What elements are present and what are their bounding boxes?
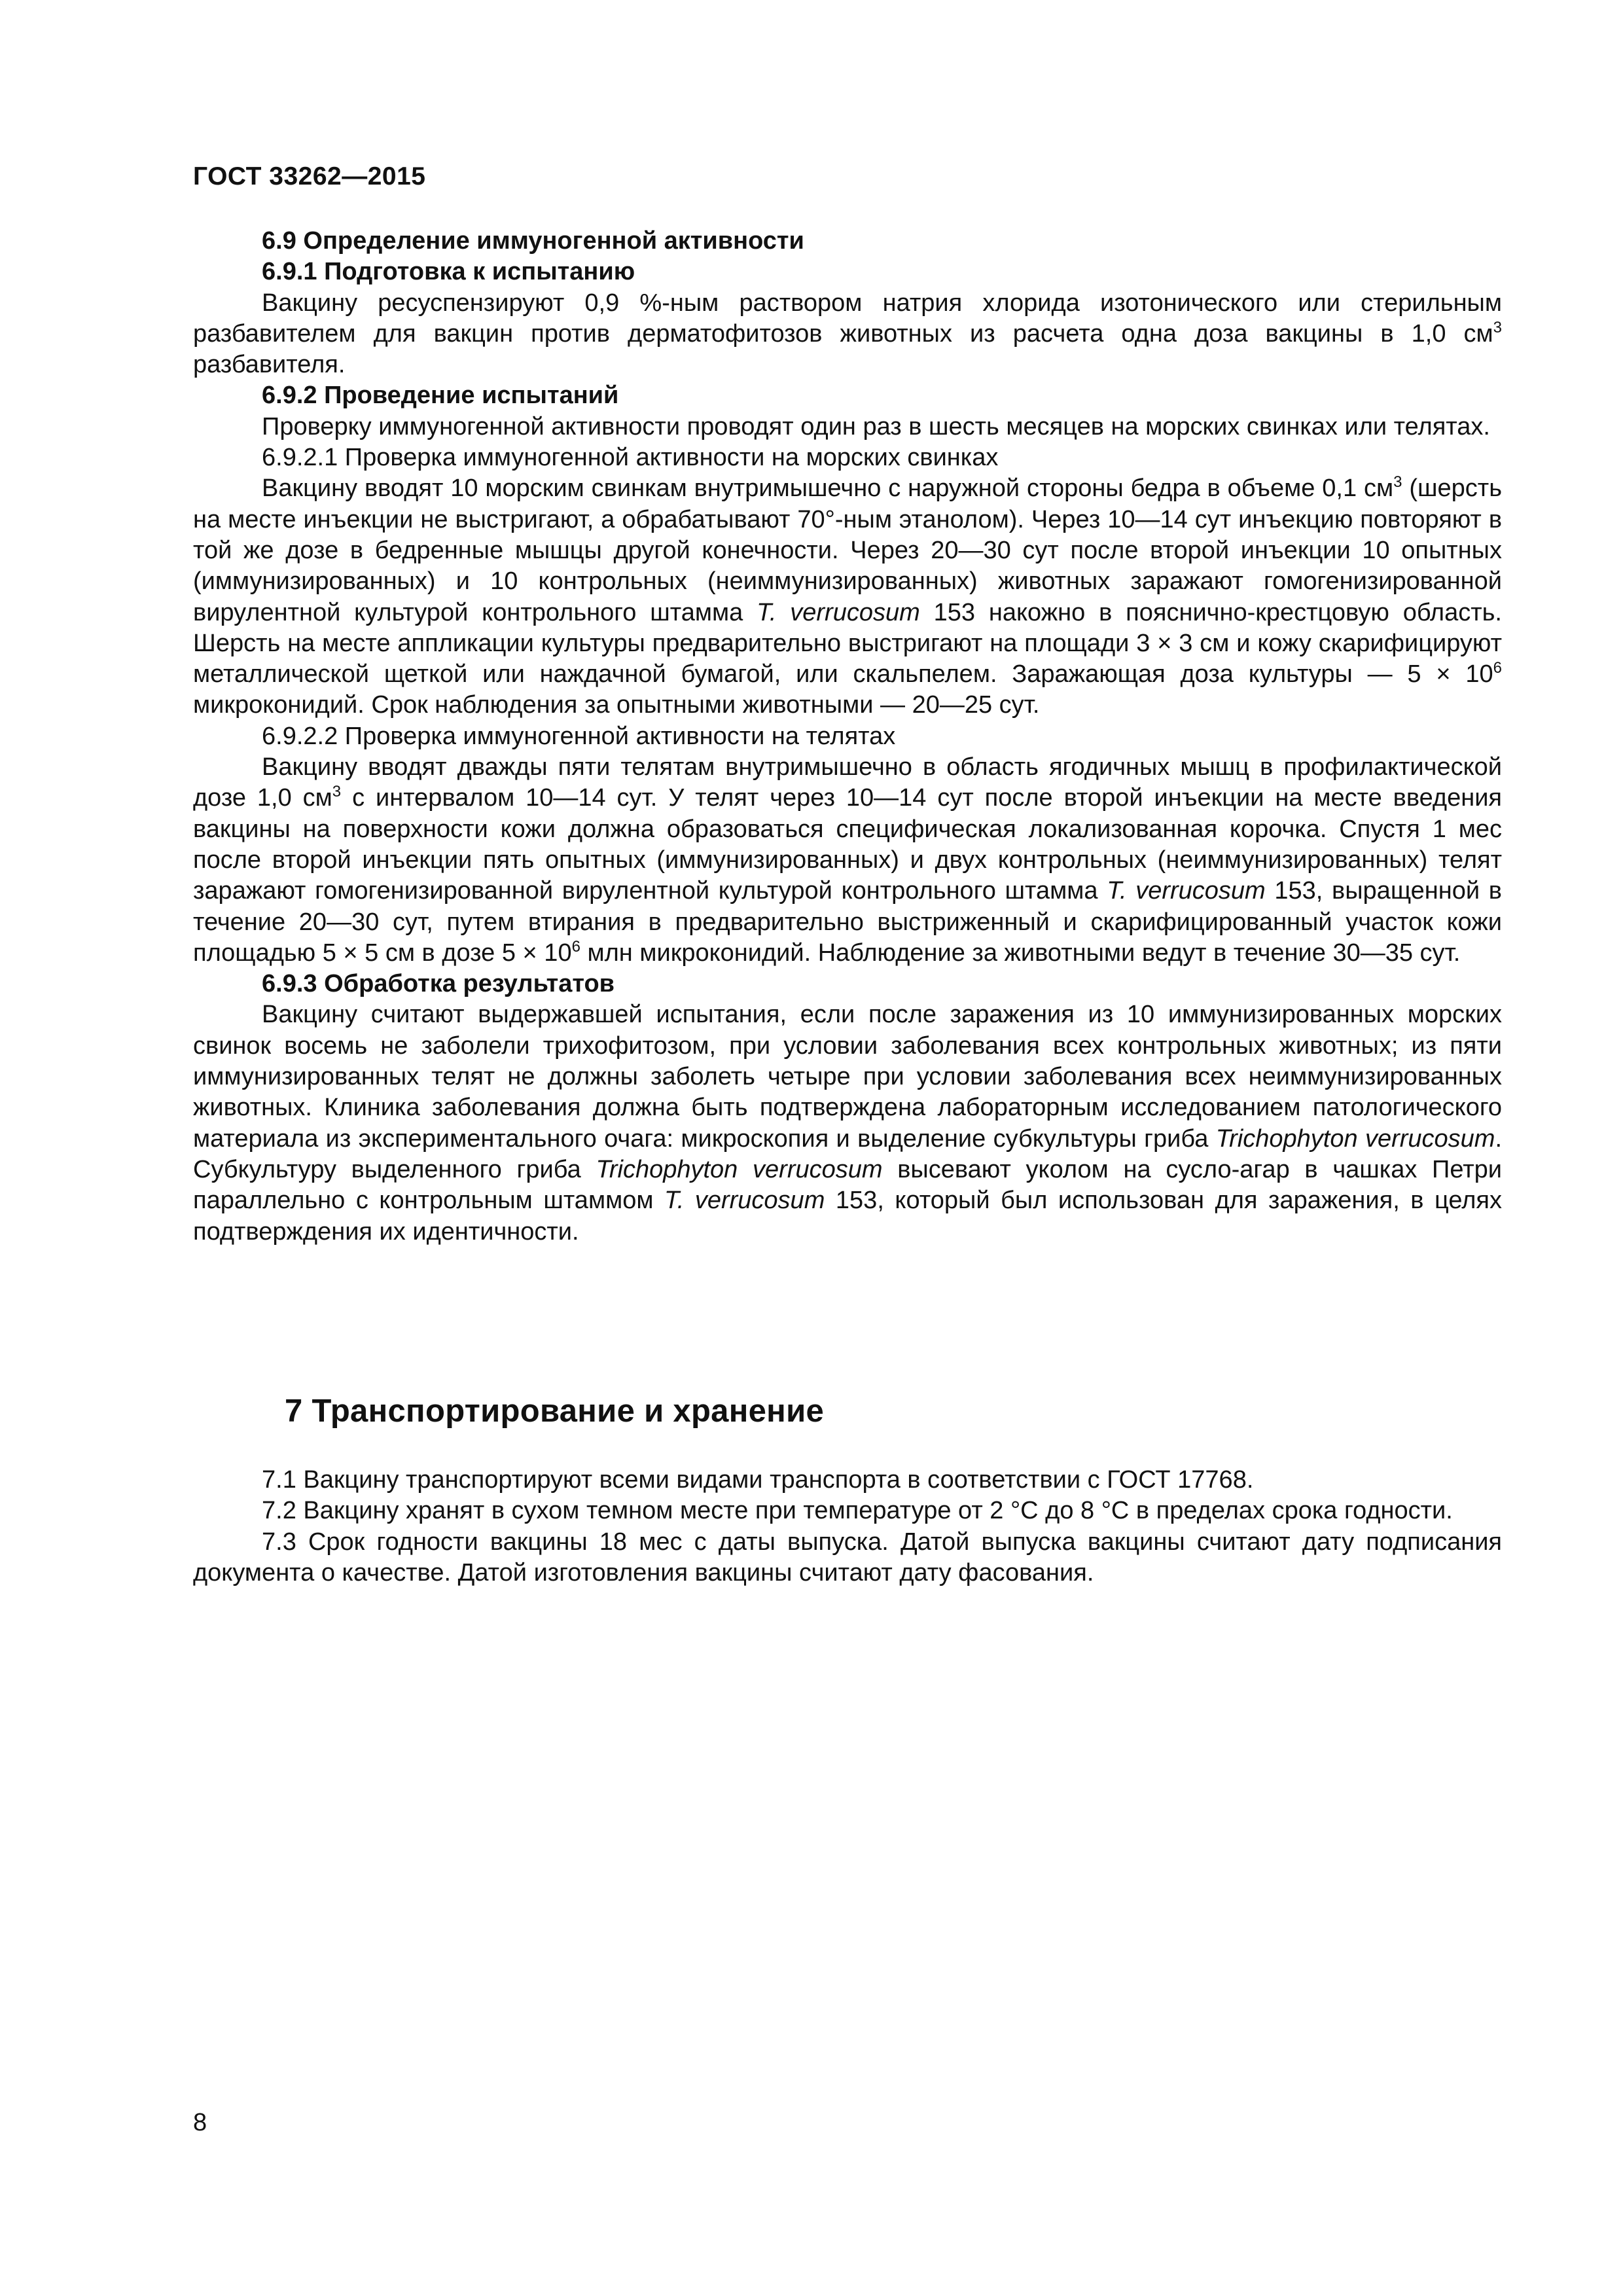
paragraph-7-1: 7.1 Вакцину транспортируют всеми видами транспорта в соответствии с ГОСТ 17768. bbox=[262, 1466, 1254, 1494]
text-run: микроконидий. Срок наблюдения за опытными животными — 20—25 сут. bbox=[193, 691, 1040, 719]
text-run: 153, который был использован для заражения, в целях подтверждения их идентичности. bbox=[193, 1187, 1503, 1246]
italic-species: Trichophyton verrucosum bbox=[1215, 1124, 1495, 1153]
text-run: Вакцину ресуспензируют 0,9 %-ным раствором натрия хлорида изотонического или стерильным разбавителем для вакцин против дерматофитозов животных из расчета одна доза вакцины в 1,0 см bbox=[193, 289, 1502, 348]
superscript: 3 bbox=[1393, 473, 1402, 492]
document-page bbox=[193, 0, 1502, 2296]
text-run: высевают уколом на сусло-агар в чашках Петри параллельно с контрольным штаммом bbox=[193, 1155, 1502, 1215]
text-run: 153, выращенной в течение 20—30 сут, путем втирания в предварительно выстриженный и скарифицированный участок кожи площадью 5 × 5 см в дозе 5 × 10 bbox=[193, 877, 1502, 967]
text-run: Вакцину вводят 10 морским свинкам внутримышечно с наружной стороны бедра в объеме 0,1 см bbox=[262, 475, 1394, 503]
text-run: с интервалом 10—14 сут. У телят через 10—14 сут после второй инъекции на месте введения вакцины на поверхности кожи должна образоваться специфическая локализованная корочка. Спустя 1 мес после второй инъекции пять опытных (иммунизированных) и двух контрольных (неиммунизированных) телят заражают гомогенизированной вирулентной культурой контрольного штамма bbox=[193, 784, 1502, 905]
paragraph-6-9-2-1 bbox=[193, 473, 1502, 721]
italic-species: T. verrucosum bbox=[1107, 877, 1266, 905]
heading-6-9-2: 6.9.2 Проведение испытаний bbox=[262, 382, 619, 410]
heading-section-7: 7 Транспортирование и хранение bbox=[285, 1393, 825, 1429]
heading-6-9-2-2: 6.9.2.2 Проверка иммуногенной активности на телятах bbox=[262, 722, 896, 750]
paragraph-6-9-1 bbox=[193, 288, 1502, 381]
heading-6-9-3: 6.9.3 Обработка результатов bbox=[262, 970, 615, 998]
document-code: ГОСТ 33262—2015 bbox=[193, 162, 426, 190]
text-run: (шерсть на месте инъекции не выстригают, а обрабатывают 70°-ным этанолом). Через 10—14 сут инъекцию повторяют в той же дозе в бедренные мышцы другой конечности. Через 20—30 сут после второй инъекции 10 опытных (иммунизированных) и 10 контрольных (неиммунизированных) животных заражают гомогенизированной вирулентной культурой контрольного штамма bbox=[193, 475, 1502, 626]
section-6-9 bbox=[193, 226, 1502, 1247]
superscript: 6 bbox=[1493, 659, 1502, 677]
text-run: . Субкультуру выделенного гриба bbox=[193, 1124, 1503, 1183]
italic-species: T. verrucosum bbox=[664, 1187, 825, 1215]
text-run: Вакцину считают выдержавшей испытания, если после заражения из 10 иммунизированных морских свинок восемь не заболели трихофитозом, при условии заболевания всех контрольных животных; из пяти иммунизированных телят не должны заболеть четыре при условии заболевания всех неиммунизированных животных. Клиника заболевания должна быть подтверждена лабораторным исследованием патологического материала из экспериментального очага: микроскопия и выделение субкультуры гриба bbox=[193, 1001, 1502, 1153]
paragraph-6-9-2: Проверку иммуногенной активности проводят один раз в шесть месяцев на морских свинках или телятах. bbox=[262, 412, 1490, 440]
heading-6-9-1: 6.9.1 Подготовка к испытанию bbox=[262, 258, 635, 286]
page-number: 8 bbox=[193, 2109, 207, 2136]
italic-species: Trichophyton verrucosum bbox=[596, 1155, 883, 1183]
paragraph-7-2: 7.2 Вакцину хранят в сухом темном месте при температуре от 2 °С до 8 °С в пределах срока годности. bbox=[262, 1497, 1453, 1525]
heading-6-9: 6.9 Определение иммуногенной активности bbox=[262, 227, 804, 255]
superscript: 3 bbox=[1493, 318, 1502, 336]
text-run: разбавителя. bbox=[193, 351, 346, 379]
text-run: 153 накожно в пояснично-крестцовую область. Шерсть на месте аппликации культуры предварительно выстригают на площади 3 × 3 см и кожу скарифицируют металлической щеткой или наждачной бумагой, или скальпелем. Заражающая доза культуры — 5 × 10 bbox=[193, 598, 1502, 689]
text-run: Вакцину вводят дважды пяти телятам внутримышечно в область ягодичных мышц в профилактической дозе 1,0 см bbox=[193, 753, 1502, 812]
heading-6-9-2-1: 6.9.2.1 Проверка иммуногенной активности на морских свинках bbox=[262, 444, 999, 472]
paragraph-6-9-3 bbox=[193, 999, 1502, 1247]
italic-species: T. verrucosum bbox=[757, 598, 920, 626]
paragraph-6-9-2-2 bbox=[193, 752, 1502, 969]
section-7 bbox=[193, 1465, 1502, 1588]
paragraph-7-3: 7.3 Срок годности вакцины 18 мес с даты выпуска. Датой выпуска вакцины считают дату подписания документа о качестве. Датой изготовления вакцины считают дату фасования. bbox=[193, 1528, 1502, 1587]
superscript: 6 bbox=[571, 937, 580, 956]
text-run: млн микроконидий. Наблюдение за животными ведут в течение 30—35 сут. bbox=[580, 939, 1461, 967]
superscript: 3 bbox=[332, 783, 342, 801]
